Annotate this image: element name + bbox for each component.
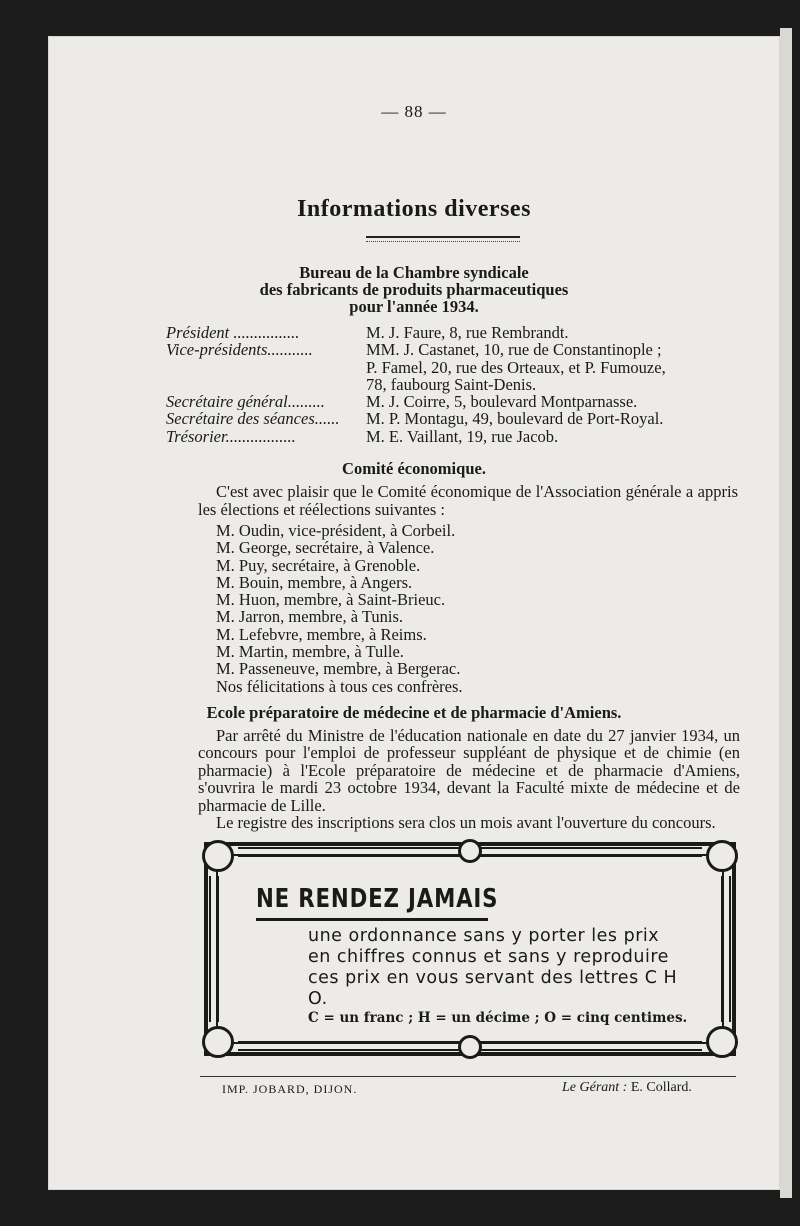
ad-footnote: C = un franc ; H = un décime ; O = cinq centimes. [308, 1010, 688, 1026]
member-item: M. Jarron, membre, à Tunis. [216, 607, 403, 627]
title-rule [366, 236, 520, 238]
bureau-heading-line: pour l'année 1934. [349, 297, 479, 316]
title-rule-dotted [366, 241, 520, 242]
advertisement-box [204, 842, 736, 1056]
page-edge [780, 28, 792, 1198]
officer-row-continued [166, 376, 766, 393]
printer-imprint: IMP. JOBARD, DIJON. [222, 1082, 358, 1096]
officer-role: Vice-présidents........... [166, 341, 313, 359]
officer-name: M. J. Coirre, 5, boulevard Montparnasse. [366, 392, 638, 412]
ecole-text [198, 727, 740, 831]
member-item: M. Passeneuve, membre, à Bergerac. [216, 659, 461, 679]
manager-credit [562, 1080, 692, 1096]
officer-name: 78, faubourg Saint-Denis. [366, 374, 537, 394]
bureau-heading-line: Bureau de la Chambre syndicale [299, 263, 529, 282]
officers-list [166, 324, 766, 445]
bureau-heading [48, 264, 780, 315]
officer-row [166, 341, 766, 358]
member-item: M. Oudin, vice-président, à Corbeil. [216, 521, 456, 540]
officer-role: Président ................ [166, 324, 300, 342]
member-item: M. Lefebvre, membre, à Reims. [216, 624, 427, 644]
ad-corner-ornament [706, 840, 738, 872]
manager-label: Le Gérant : [562, 1080, 628, 1095]
officer-row-continued [166, 359, 766, 376]
member-item: M. Huon, membre, à Saint-Brieuc. [216, 590, 446, 610]
member-item: M. Puy, secrétaire, à Grenoble. [216, 555, 421, 575]
officer-row [166, 410, 766, 427]
ecole-paragraph: Le registre des inscriptions sera clos un mois avant l'ouverture du concours. [216, 813, 716, 833]
member-item: M. George, secrétaire, à Valence. [216, 538, 435, 558]
ad-corner-ornament [706, 1026, 738, 1058]
officer-role: Secrétaire des séances...... [166, 410, 340, 428]
ad-headline-underline [256, 918, 488, 921]
officer-name: M. J. Faure, 8, rue Rembrandt. [366, 323, 569, 342]
ad-border-right [721, 876, 731, 1022]
document-page [48, 36, 780, 1190]
ad-corner-ornament [202, 840, 234, 872]
officer-row [166, 324, 766, 341]
ecole-heading: Ecole préparatoire de médecine et de pharmacie d'Amiens. [206, 703, 622, 722]
officer-role: Trésorier................. [166, 427, 296, 446]
member-item: M. Martin, membre, à Tulle. [216, 642, 404, 662]
officer-name: M. E. Vaillant, 19, rue Jacob. [366, 426, 559, 446]
footer-rule [200, 1076, 736, 1077]
officer-name: P. Famel, 20, rue des Orteaux, et P. Fumouze, [366, 357, 666, 377]
page-title: Informations diverses [297, 196, 531, 222]
ad-medallion [458, 839, 482, 863]
officer-row [166, 393, 766, 410]
ad-corner-ornament [202, 1026, 234, 1058]
comite-intro: C'est avec plaisir que le Comité économique de l'Association générale a appris les élections et réélections suivantes : [198, 482, 738, 519]
ad-medallion [458, 1035, 482, 1059]
officer-name: M. P. Montagu, 49, boulevard de Port-Royal. [366, 409, 664, 429]
officer-name: MM. J. Castanet, 10, rue de Constantinople ; [366, 340, 662, 360]
members-list [216, 522, 463, 695]
ecole-paragraph: Par arrêté du Ministre de l'éducation nationale en date du 27 janvier 1934, un concours pour l'emploi de professeur suppléant de physique et de chimie (en pharmacie) à l'Ecole préparatoire de médecine et de pharmacie d'Amiens, s'ouvrira le mardi 23 octobre 1934, devant la Faculté mixte de médecine et de pharmacie de Lille. [198, 726, 740, 815]
member-item: Nos félicitations à tous ces confrères. [216, 676, 463, 696]
member-item: M. Bouin, membre, à Angers. [216, 572, 413, 592]
ad-headline: NE RENDEZ JAMAIS [256, 884, 499, 914]
manager-name: E. Collard. [630, 1080, 692, 1095]
ad-border-left [209, 876, 219, 1022]
officer-row [166, 428, 766, 445]
ad-body: une ordonnance sans y porter les prix en chiffres connus et sans y reproduire ces prix en vous servant des lettres C H O. [308, 926, 678, 1009]
bureau-heading-line: des fabricants de produits pharmaceutiques [259, 280, 569, 299]
comite-heading: Comité économique. [342, 459, 486, 478]
officer-role: Secrétaire général......... [166, 393, 325, 411]
page-number: — 88 — [381, 102, 447, 121]
